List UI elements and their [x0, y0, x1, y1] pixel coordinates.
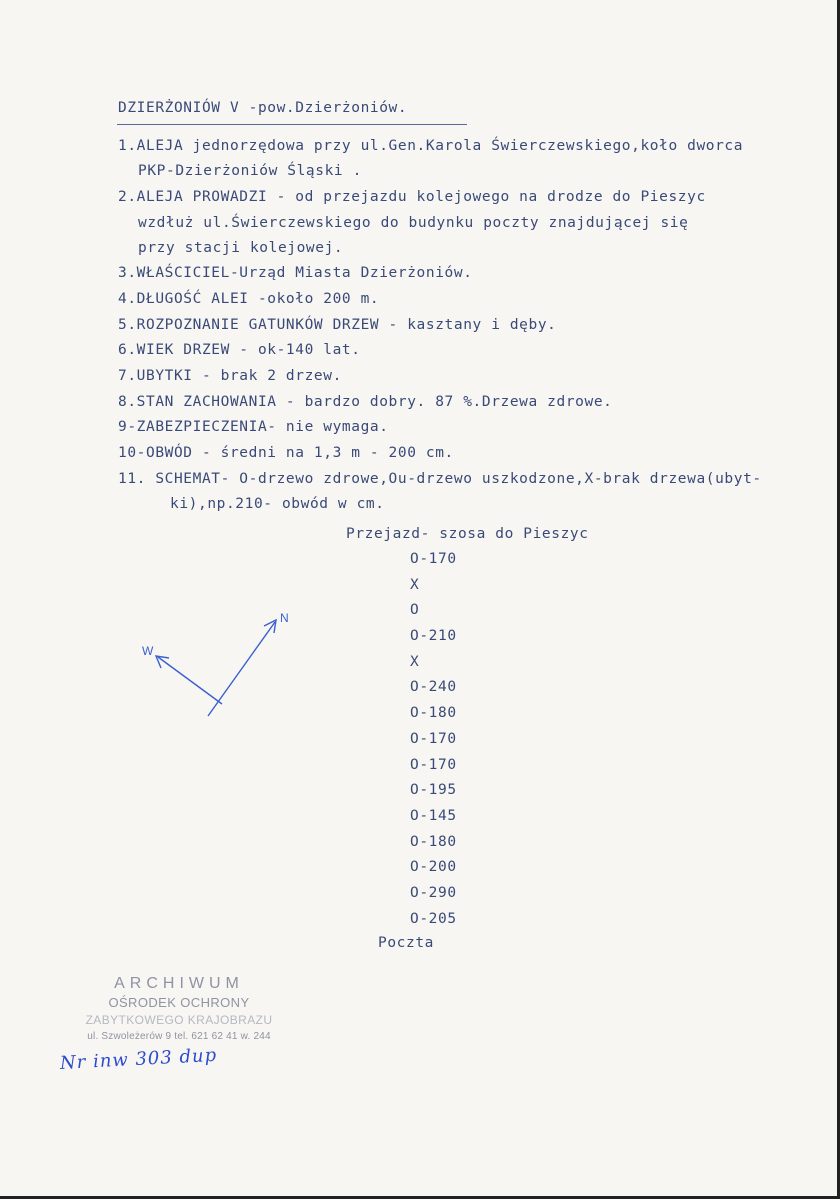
schema-entry: O: [410, 602, 420, 619]
item-3: 3.WŁAŚCICIEL-Urząd Miasta Dzierżoniów.: [118, 265, 473, 281]
item-1-line-1: 1.ALEJA jednorzędowa przy ul.Gen.Karola Świerczewskiego,koło dworca: [118, 138, 744, 154]
schema-entry: O-210: [410, 628, 457, 645]
schema-entry: O-205: [410, 910, 457, 927]
compass-rose-icon: [130, 600, 300, 730]
item-9: 9-ZABEZPIECZENIA- nie wymaga.: [118, 419, 389, 435]
schema-end-label: Poczta: [378, 935, 434, 951]
schema-entry: O-170: [410, 756, 457, 773]
item-1-line-2: PKP-Dzierżoniów Śląski .: [138, 163, 362, 179]
handwritten-inventory-note: Nr inw 303 dup: [59, 1044, 218, 1074]
schema-tree-list: [410, 550, 457, 935]
schema-entry: X: [410, 653, 420, 670]
compass-west-label: W: [142, 644, 154, 658]
item-2-line-2: wzdłuż ul.Świerczewskiego do budynku poczty znajdującej się: [138, 215, 689, 231]
schema-entry: O-240: [410, 679, 457, 696]
schema-entry: O-170: [410, 730, 457, 747]
item-10: 10-OBWÓD - średni na 1,3 m - 200 cm.: [118, 445, 454, 461]
stamp-line-3: ZABYTKOWEGO KRAJOBRAZU: [85, 1013, 273, 1027]
schema-entry: O-180: [410, 833, 457, 850]
item-2-line-3: przy stacji kolejowej.: [138, 240, 344, 256]
schema-entry: O-145: [410, 807, 457, 824]
document-title: DZIERŻONIÓW V -pow.Dzierżoniów.: [118, 100, 408, 116]
compass-north-label: N: [280, 611, 289, 625]
item-5: 5.ROZPOZNANIE GATUNKÓW DRZEW - kasztany i dęby.: [118, 317, 557, 333]
schema-entry: X: [410, 576, 420, 593]
stamp-line-1: ARCHIWUM: [114, 975, 244, 992]
schema-entry: O-290: [410, 884, 457, 901]
schema-entry: O-170: [410, 551, 457, 567]
schema-entry: O-200: [410, 859, 457, 876]
item-8: 8.STAN ZACHOWANIA - bardzo dobry. 87 %.Drzewa zdrowe.: [118, 394, 613, 410]
item-11-line-1: 11. SCHEMAT- O-drzewo zdrowe,Ou-drzewo uszkodzone,X-brak drzewa(ubyt-: [118, 471, 762, 487]
item-4: 4.DŁUGOŚĆ ALEI -około 200 m.: [118, 291, 380, 307]
archive-stamp: [64, 974, 294, 1045]
item-6: 6.WIEK DRZEW - ok-140 lat.: [118, 342, 361, 358]
title-underline: [117, 124, 467, 125]
compass-west-arrow: [158, 657, 222, 704]
item-11-line-2: ki),np.210- obwód w cm.: [170, 496, 385, 512]
item-7: 7.UBYTKI - brak 2 drzew.: [118, 368, 342, 384]
stamp-line-4: ul. Szwoleżerów 9 tel. 621 62 41 w. 244: [87, 1031, 271, 1042]
stamp-line-2: OŚRODEK OCHRONY: [108, 995, 250, 1010]
item-2-line-1: 2.ALEJA PROWADZI - od przejazdu kolejowego na drodze do Pieszyc: [118, 189, 706, 205]
schema-start-label: Przejazd- szosa do Pieszyc: [346, 526, 589, 542]
schema-entry: O-195: [410, 782, 457, 799]
schema-entry: O-180: [410, 705, 457, 722]
